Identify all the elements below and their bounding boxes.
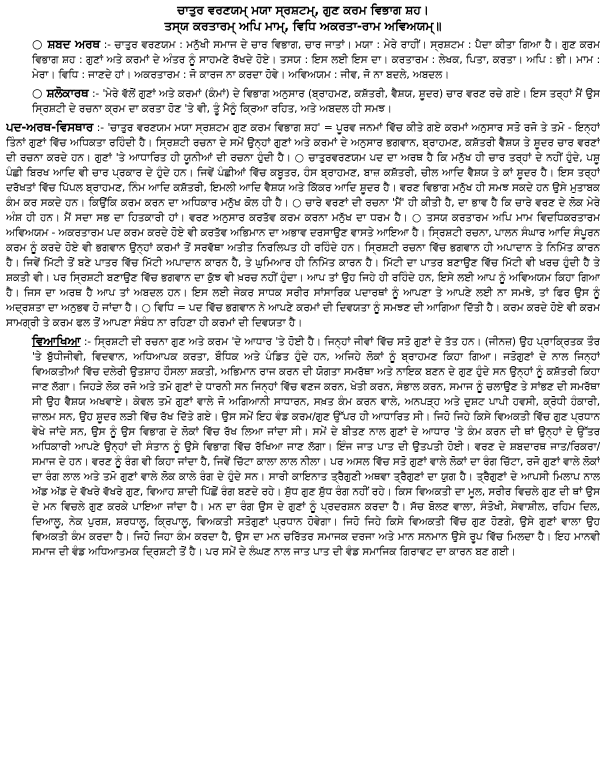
word-meaning-detail-paragraph [6,120,600,331]
shloka-meaning-paragraph [6,86,600,117]
verse-line-2: ਤਸ੍ਯ ਕਰਤਾਰਮ੍ ਅਪਿ ਮਾਮ੍, ਵਿਧਿ ਅਕਰਤਾ-ਰਾਮ ਅਵਿਅਯਮ੍॥ [164,19,442,33]
shloka-meaning-text: :- 'ਮੇਰੇ ਵੱਲੋਂ ਗੁਣਾਂ ਅਤੇ ਕਰਮਾਂ (ਕੰਮਾਂ) ਦੇ ਵਿਭਾਗ ਅਨੁਸਾਰ (ਬ੍ਰਾਹਮਣ, ਕਸ਼ੱਤਰੀ, ਵੈਸ਼ਯ, ਸ਼ੂਦਰ) ਚਾਰ ਵਰਣ ਰਚੇ ਗਏ। ਇਸ ਤਰ੍ਹਾਂ ਮੈਂ ਉਸ ਸ੍ਰਿਸ਼ਟੀ ਦੇ ਰਚਨਾ ਕ੍ਰਮ ਦਾ ਕਰਤਾ ਹੋਣ 'ਤੇ ਵੀ, ਤੂੰ ਮੈਨੂੰ ਕ੍ਰਿਆ ਰਹਿਤ, ਅਤੇ ਅਬਦਲ ਹੀ ਸਮਝ। [32,88,600,115]
verse-line-1: ਚਾਤੁਰ ਵਰਣਯਮ੍ ਮਯਾ ਸ੍ਰਸ਼ਟਮ੍, ਗੁਣ ਕਰਮ ਵਿਭਾਗ ਸ਼ਹ। [177,3,429,17]
commentary-text: :- ਸ੍ਰਿਸ਼ਟੀ ਦੀ ਰਚਨਾ ਗੁਣ ਅਤੇ ਕਰਮ 'ਦੇ ਆਧਾਰ 'ਤੇ ਹੋਈ ਹੈ। ਜਿਨ੍ਹਾਂ ਜੀਵਾਂ ਵਿੱਚ ਸਤੋ ਗੁਣਾਂ ਦੇ ਤੱਤ ਹਨ। (ਜੀਨਜ਼) ਉਹ ਪ੍ਰਾਕ੍ਰਿਤਕ ਤੌਰ 'ਤੇ ਬੁੱਧੀਜੀਵੀ, ਵਿਦਵਾਨ, ਅਧਿਆਪਕ ਕਰਤਾ, ਬੌਧਿਕ ਅਤੇ ਪੰਡਿਤ ਹੁੰਦੇ ਹਨ, ਅਜਿਹੇ ਲੋਕਾਂ ਨੂੰ ਬ੍ਰਾਹਮਣ ਕਿਹਾ ਗਿਆ। ਜਤੋਗੁਣਾਂ ਦੇ ਨਾਲ ਜਿਨ੍ਹਾਂ ਵਿਅਕਤੀਆਂ ਵਿੱਚ ਦਲੇਰੀ ਉਤਸ਼ਾਹ ਹੌਸਲਾ ਸ਼ਕਤੀ, ਅਭਿਮਾਨ ਰਾਜ ਕਰਨ ਦੀ ਯੋਗਤਾ ਸਮਰੱਥਾ ਅਤੇ ਨਾਇਕ ਬਣਨ ਦੇ ਗੁਣ ਹੁੰਦੇ ਸਨ ਉਨ੍ਹਾਂ ਨੂੰ ਕਸ਼ੱਤਰੀ ਕਿਹਾ ਜਾਣ ਲੱਗਾ। ਜਿਹੜੇ ਲੋਕ ਰਜੋ ਅਤੇ ਤਮੋ ਗੁਣਾਂ ਦੇ ਧਾਰਨੀ ਸਨ ਜਿਨ੍ਹਾਂ ਵਿੱਚ ਵਣਜ ਕਰਨ, ਖੇਤੀ ਕਰਨ, ਸੰਭਾਲ ਕਰਨ, ਸਮਾਜ ਨੂੰ ਚਲਾਉਣ ਤੇ ਸਾਂਭਣ ਦੀ ਸਮਰੱਥਾ ਸੀ ਉਹ ਵੈਸ਼ਯ ਅਖਵਾਏ। ਕੇਵਲ ਤਮੋ ਗੁਣਾਂ ਵਾਲੇ ਜੋ ਅਗਿਆਨੀ ਸਾਧਾਰਨ, ਸਖ਼ਤ ਕੰਮ ਕਰਨ ਵਾਲੇ, ਅਨਪੜ੍ਹ ਅਤੇ ਦੁਸ਼ਟ ਪਾਪੀ ਹਵਸੀ, ਕ੍ਰੋਧੀ ਹੰਕਾਰੀ, ਜ਼ਾਲਮ ਸਨ, ਉਹ ਸ਼ੂਦਰ ਲੜੀ ਵਿੱਚ ਰੱਖ ਦਿੱਤੇ ਗਏ। ਉਸ ਸਮੇਂ ਇਹ ਵੰਡ ਕਰਮ/ਗੁਣ ਉੱਪਰ ਹੀ ਆਧਾਰਿਤ ਸੀ। ਜਿਹੋ ਜਿਹੇ ਕਿਸੇ ਵਿਅਕਤੀ ਵਿੱਚ ਗੁਣ ਪ੍ਰਧਾਨ ਵੇਖੇ ਜਾਂਦੇ ਸਨ, ਉਸ ਨੂੰ ਉਸ ਵਿਭਾਗ ਦੇ ਲੋਕਾਂ ਵਿੱਚ ਰੱਖ ਲਿਆ ਜਾਂਦਾ ਸੀ। ਸਮੇਂ ਦੇ ਬੀਤਣ ਨਾਲ ਗੁਣਾਂ ਦੇ ਆਧਾਰ 'ਤੇ ਕੰਮ ਕਰਨ ਦੀ ਥਾਂ ਉਨ੍ਹਾਂ ਦੇ ਉੱਤਰ ਅਧਿਕਾਰੀ ਆਪਣੇ ਉਨ੍ਹਾਂ ਦੀ ਸੰਤਾਨ ਨੂੰ ਉਸੇ ਵਿਭਾਗ ਵਿੱਚ ਰੱਖਿਆ ਜਾਣ ਲੱਗਾ। ਇੰਜ ਜਾਤ ਪਾਤ ਦੀ ਉਤਪਤੀ ਹੋਈ। ਵਰਣ ਦੇ ਸ਼ਬਦਾਰਥ ਜਾਤ/ਰਿਕਰਾ/ਸਮਾਜ ਦੇ ਹਨ। ਵਰਣ ਨੂੰ ਰੰਗ ਵੀ ਕਿਹਾ ਜਾਂਦਾ ਹੈ, ਜਿਵੇਂ ਚਿੱਟਾ ਕਾਲਾ ਲਾਲ ਨੀਲਾ। ਪਰ ਅਸਲ ਵਿੱਚ ਸਤੋ ਗੁਣਾਂ ਵਾਲੇ ਲੋਕਾਂ ਦਾ ਰੰਗ ਚਿੱਟਾ, ਰਜੋ ਗੁਣਾਂ ਵਾਲੇ ਲੋਕਾਂ ਦਾ ਰੰਗ ਲਾਲ ਅਤੇ ਤਮੋ ਗੁਣਾਂ ਵਾਲੇ ਲੋਕ ਕਾਲੇ ਰੰਗ ਦੇ ਹੁੰਦੇ ਸਨ। ਸਾਰੀ ਕਾਇਨਾਤ ਤ੍ਰੈਗੁਣੀ ਅਥਵਾ ਤ੍ਰੈਗੁਣਾਂ ਦਾ ਯੁਗ ਹੈ। ਤ੍ਰੈਗੁਣਾਂ ਦੇ ਆਪਸੀ ਮਿਲਾਪ ਨਾਲ ਅੱਡ ਅੱਡ ਦੇ ਵੱਖਰੇ ਵੱਖਰੇ ਗੁਣ, ਵਿਆਹ ਸ਼ਾਦੀ ਪਿੱਛੋਂ ਰੰਗ ਬਣਦੇ ਰਹੇ। ਸ਼ੁੱਧ ਗੁਣ ਸ਼ੁੱਧ ਰੰਗ ਨਹੀਂ ਰਹੇ। ਕਿਸ ਵਿਅਕਤੀ ਦਾ ਮੂਲ, ਸਰੀਰ ਵਿਚਲੇ ਗੁਣ ਦੀ ਥਾਂ ਉਸ ਦੇ ਮਨ ਵਿਚਲੇ ਗੁਣ ਕਰਕੇ ਪਾਇਆ ਜਾਂਦਾ ਹੈ। ਮਨ ਦਾ ਰੰਗ ਉਸ ਦੇ ਗੁਣਾਂ ਨੂੰ ਪ੍ਰਦਰਸ਼ਨ ਕਰਦਾ ਹੈ। ਸੱਚ ਬੋਲਣ ਵਾਲਾ, ਸੰਤੋਖੀ, ਸੇਵਾਸ਼ੀਲ, ਰਹਿਮ ਦਿਲ, ਦਿਆਲੂ, ਨੇਕ ਪੁਰਸ਼, ਸ਼ਰਧਾਲੂ, ਕ੍ਰਿਪਾਲੂ, ਵਿਅਕਤੀ ਸਤੋਗੁਣਾਂ ਪ੍ਰਧਾਨ ਹੋਵੇਗਾ। ਜਿਹੋ ਜਿਹੇ ਕਿਸੇ ਵਿਅਕਤੀ ਵਿੱਚ ਗੁਣ ਹੋਣਗੇ, ਉਸੇ ਗੁਣਾਂ ਵਾਲਾ ਉਹ ਵਿਅਕਤੀ ਕੰਮ ਕਰਦਾ ਹੈ। ਜਿਹੋ ਜਿਹਾ ਕੰਮ ਕਰਦਾ ਹੈ, ਉਸ ਦਾ ਮਨ ਚਰਿੱਤਰ ਸਮਾਜਕ ਦਰਜਾ ਅਤੇ ਮਾਨ ਸਨਮਾਨ ਉਸੇ ਰੂਪ ਵਿੱਚ ਮਿਲਦਾ ਹੈ। ਇਹ ਮਾਨਵੀ ਸਮਾਜ ਦੀ ਵੰਡ ਅਧਿਆਤਮਕ ਦ੍ਰਿਸ਼ਟੀ ਤੋਂ ਹੈ। ਪਰ ਸਮੇਂ ਦੇ ਲੰਘਣ ਨਾਲ ਜਾਤ ਪਾਤ ਦੀ ਵੰਡ ਸਮਾਜਿਕ ਗਿਰਾਵਟ ਦਾ ਕਾਰਨ ਬਣ ਗਈ। [32,336,600,558]
word-meaning-text: :- ਚਾਤੁਰ ਵਰਣਯਮ : ਮਨੁੱਖੀ ਸਮਾਜ ਦੇ ਚਾਰ ਵਿਭਾਗ, ਚਾਰ ਜਾਤਾਂ। ਮਯਾ : ਮੇਰੇ ਰਾਹੀਂ। ਸ੍ਰਸ਼ਟਮ : ਪੈਦਾ ਕੀਤਾ ਗਿਆ ਹੈ। ਗੁਣ ਕਰਮ ਵਿਭਾਗ ਸ਼ਹ : ਗੁਣਾਂ ਅਤੇ ਕਰਮਾਂ ਦੇ ਅੰਤਰ ਨੂੰ ਸਾਹਮਣੇ ਰੱਖਦੇ ਹੋਏ। ਤਸਯ : ਇਸ ਲਈ ਇਸ ਦਾ। ਕਰਤਾਰਮ : ਲੇਖਕ, ਪਿਤਾ, ਕਰਤਾ। ਅਪਿ : ਭੀ। ਮਾਮ : ਮੇਰਾ। ਵਿਧਿ : ਜਾਣਦੇ ਹਾਂ। ਅਕਰਤਾਰਮ : ਜੋ ਕਾਰਜ ਨਾ ਕਰਦਾ ਹੋਵੇ। ਅਵਿਅਯਮ : ਜੀਵ, ਜੋ ਨਾ ਬਦਲੇ, ਅਬਦਲ। [32,39,600,81]
commentary-paragraph [6,334,600,560]
commentary-label: ਵਿਆਖਿਆ [32,334,81,348]
word-meaning-label: ○ ਸ਼ਬਦ ਅਰਥ [32,37,100,51]
document-page [6,0,600,754]
shloka-meaning-label: ○ ਸ਼ਲੋਕਾਰਥ [32,86,89,100]
word-meaning-paragraph [6,37,600,83]
word-meaning-detail-label: ਪਦ-ਅਰਥ-ਵਿਸਥਾਰ [6,120,94,134]
word-meaning-detail-text: :- 'ਚਾਤੁਰ ਵਰਣਯਮ ਮਯਾ ਸ੍ਰਸ਼ਟਮ ਗੁਣ ਕਰਮ ਵਿਭਾਗ ਸ਼ਹ' = ਪੂਰਵ ਜਨਮਾਂ ਵਿੱਚ ਕੀਤੇ ਗਏ ਕਰਮਾਂ ਅਨੁਸਾਰ ਸਤੋ ਰਜੋ ਤੇ ਤਮੋ - ਇਨ੍ਹਾਂ ਤਿੰਨਾਂ ਗੁਣਾਂ ਵਿੱਚ ਅਧਿਕਤਾ ਰਹਿੰਦੀ ਹੈ। ਸ੍ਰਿਸ਼ਟੀ ਰਚਨਾ ਦੇ ਸਮੇਂ ਉਨ੍ਹਾਂ ਗੁਣਾਂ ਅਤੇ ਕਰਮਾਂ ਦੇ ਅਨੁਸਾਰ ਭਗਵਾਨ, ਬ੍ਰਾਹਮਣ, ਕਸ਼ੱਤਰੀ ਵੈਸ਼ਯ ਤੇ ਸ਼ੂਦਰ ਚਾਰ ਵਰਣਾਂ ਦੀ ਰਚਨਾ ਕਰਦੇ ਹਨ। ਗੁਣਾਂ 'ਤੇ ਆਧਾਰਿਤ ਹੀ ਯੂਨੀਆਂ ਦੀ ਰਚਨਾ ਹੁੰਦੀ ਹੈ। ○ ਚਾਤੁਰਵਰਣਯਮ ਪਦ ਦਾ ਅਰਥ ਹੈ ਕਿ ਮਨੁੱਖ ਹੀ ਚਾਰ ਤਰ੍ਹਾਂ ਦੇ ਨਹੀਂ ਹੁੰਦੇ, ਪਸ਼ੂ ਪੰਛੀ ਬਿਰਖ ਆਦਿ ਵੀ ਚਾਰ ਪ੍ਰਕਾਰ ਦੇ ਹੁੰਦੇ ਹਨ। ਜਿਵੇਂ ਪੰਛੀਆਂ ਵਿੱਚ ਕਬੂਤਰ, ਹੰਸ ਬ੍ਰਾਹਮਣ, ਬਾਜ਼ ਕਸ਼ੱਤਰੀ, ਚੀਲ ਆਦਿ ਵੈਸ਼ਯ ਤੇ ਕਾਂ ਸ਼ੂਦਰ ਹੈ। ਇਸ ਤਰ੍ਹਾਂ ਦਰੱਖਤਾਂ ਵਿੱਚ ਪਿੱਪਲ ਬ੍ਰਾਹਮਣ, ਨਿੰਮ ਆਦਿ ਕਸ਼ੱਤਰੀ, ਇਮਲੀ ਆਦਿ ਵੈਸ਼ਯ ਅਤੇ ਕਿੱਕਰ ਆਦਿ ਸ਼ੂਦਰ ਹੈ। ਵਰਣ ਵਿਭਾਗ ਮਨੁੱਖ ਹੀ ਸਮਝ ਸਕਦੇ ਹਨ ਉਸੇ ਮੁਤਾਬਕ ਕੰਮ ਕਰ ਸਕਦੇ ਹਨ। ਕਿਉਂਕਿ ਕਰਮ ਕਰਨ ਦਾ ਅਧਿਕਾਰ ਮਨੁੱਖ ਕੋਲ ਹੀ ਹੈ। ○ ਚਾਰੇ ਵਰਣਾਂ ਦੀ ਰਚਨਾ 'ਮੈਂ' ਹੀ ਕੀਤੀ ਹੈ, ਦਾ ਭਾਵ ਹੈ ਕਿ ਚਾਰੇ ਵਰਣ ਦੇ ਲੋਕ ਮੇਰੇ ਅੰਸ਼ ਹੀ ਹਨ। ਮੈਂ ਸਦਾ ਸਭ ਦਾ ਹਿਤਕਾਰੀ ਹਾਂ। ਵਰਣ ਅਨੁਸਾਰ ਕਰਤੱਵ ਕਰਮ ਕਰਨਾ ਮਨੁੱਖ ਦਾ ਧਰਮ ਹੈ। ○ ਤਸਯ ਕਰਤਾਰਮ ਅਪਿ ਮਾਮ ਵਿਦਧਿਕਰਤਾਰਮ ਅਵਿਅਯਮ - ਅਕਰਤਾਰਮ ਪਦ ਕਰਮ ਕਰਦੇ ਹੋਏ ਵੀ ਕਰਤੱਵ ਅਭਿਮਾਨ ਦਾ ਅਭਾਵ ਦਰਸਾਉਣ ਵਾਸਤੇ ਆਇਆ ਹੈ। ਸ੍ਰਿਸ਼ਟੀ ਰਚਨਾ, ਪਾਲਨ ਸੰਘਾਰ ਆਦਿ ਸੰਪੂਰਨ ਕਰਮ ਨੂੰ ਕਰਦੇ ਹੋਏ ਵੀ ਭਗਵਾਨ ਉਨ੍ਹਾਂ ਕਰਮਾਂ ਤੋਂ ਸਰਵੱਥਾ ਅਤੀਤ ਨਿਰਲਿਪਤ ਹੀ ਰਹਿੰਦੇ ਹਨ। ਸ੍ਰਿਸ਼ਟੀ ਰਚਨਾ ਵਿੱਚ ਭਗਵਾਨ ਹੀ ਅਪਾਦਾਨ ਤੇ ਨਿਮਿੱਤ ਕਾਰਨ ਹੈ। ਜਿਵੇਂ ਮਿੱਟੀ ਤੋਂ ਬਣੇ ਪਾਤਰ ਵਿੱਚ ਮਿੱਟੀ ਅਪਾਦਾਨ ਕਾਰਨ ਹੈ, ਤੇ ਘੁਮਿਆਰ ਹੀ ਨਿਮਿੱਤ ਕਾਰਨ ਹੈ। ਮਿੱਟੀ ਦਾ ਪਾਤਰ ਬਣਾਉਣ ਵਿੱਚ ਮਿੱਟੀ ਵੀ ਖਰਚ ਹੁੰਦੀ ਹੈ ਤੇ ਸ਼ਕਤੀ ਵੀ। ਪਰ ਸ੍ਰਿਸ਼ਟੀ ਬਣਾਉਣ ਵਿੱਚ ਭਗਵਾਨ ਦਾ ਕੁੱਝ ਵੀ ਖ਼ਰਚ ਨਹੀਂ ਹੁੰਦਾ। ਆਪ ਤਾਂ ਉਹ ਜਿਹੇ ਹੀ ਰਹਿੰਦੇ ਹਨ, ਇਸੇ ਲਈ ਆਪ ਨੂੰ ਅਵਿਅਯਮ ਕਿਹਾ ਗਿਆ ਹੈ। ਜਿਸ ਦਾ ਅਰਥ ਹੈ ਆਪ ਤਾਂ ਅਬਦਲ ਹਨ। ਇਸ ਲਈ ਜੇਕਰ ਸਾਧਕ ਸਰੀਰ ਸਾਂਸਾਰਿਕ ਪਦਾਰਥਾਂ ਨੂੰ ਆਪਣਾ ਤੇ ਆਪਣੇ ਲਈ ਨਾ ਸਮਝੇ, ਤਾਂ ਫਿਰ ਉਸ ਨੂੰ ਅਦ੍ਰਸ਼ਤਾ ਦਾ ਅਨੁਭਵ ਹੋ ਜਾਂਦਾ ਹੈ। ○ ਵਿਧਿ = ਪਦ ਵਿੱਚ ਭਗਵਾਨ ਨੇ ਆਪਣੇ ਕਰਮਾਂ ਦੀ ਦਿਵਯਤਾ ਨੂੰ ਸਮਝਣ ਦੀ ਆਗਿਆ ਦਿੱਤੀ ਹੈ। ਕਰਮ ਕਰਦੇ ਹੋਏ ਵੀ ਕਰਮ ਸਾਮਗ੍ਰੀ ਤੇ ਕਰਮ ਫਲ ਤੋਂ ਆਪਣਾ ਸੰਬੰਧ ਨਾ ਰਹਿਣਾ ਹੀ ਕਰਮਾਂ ਦੀ ਦਿਵਯਤਾ ਹੈ। [6,122,600,329]
